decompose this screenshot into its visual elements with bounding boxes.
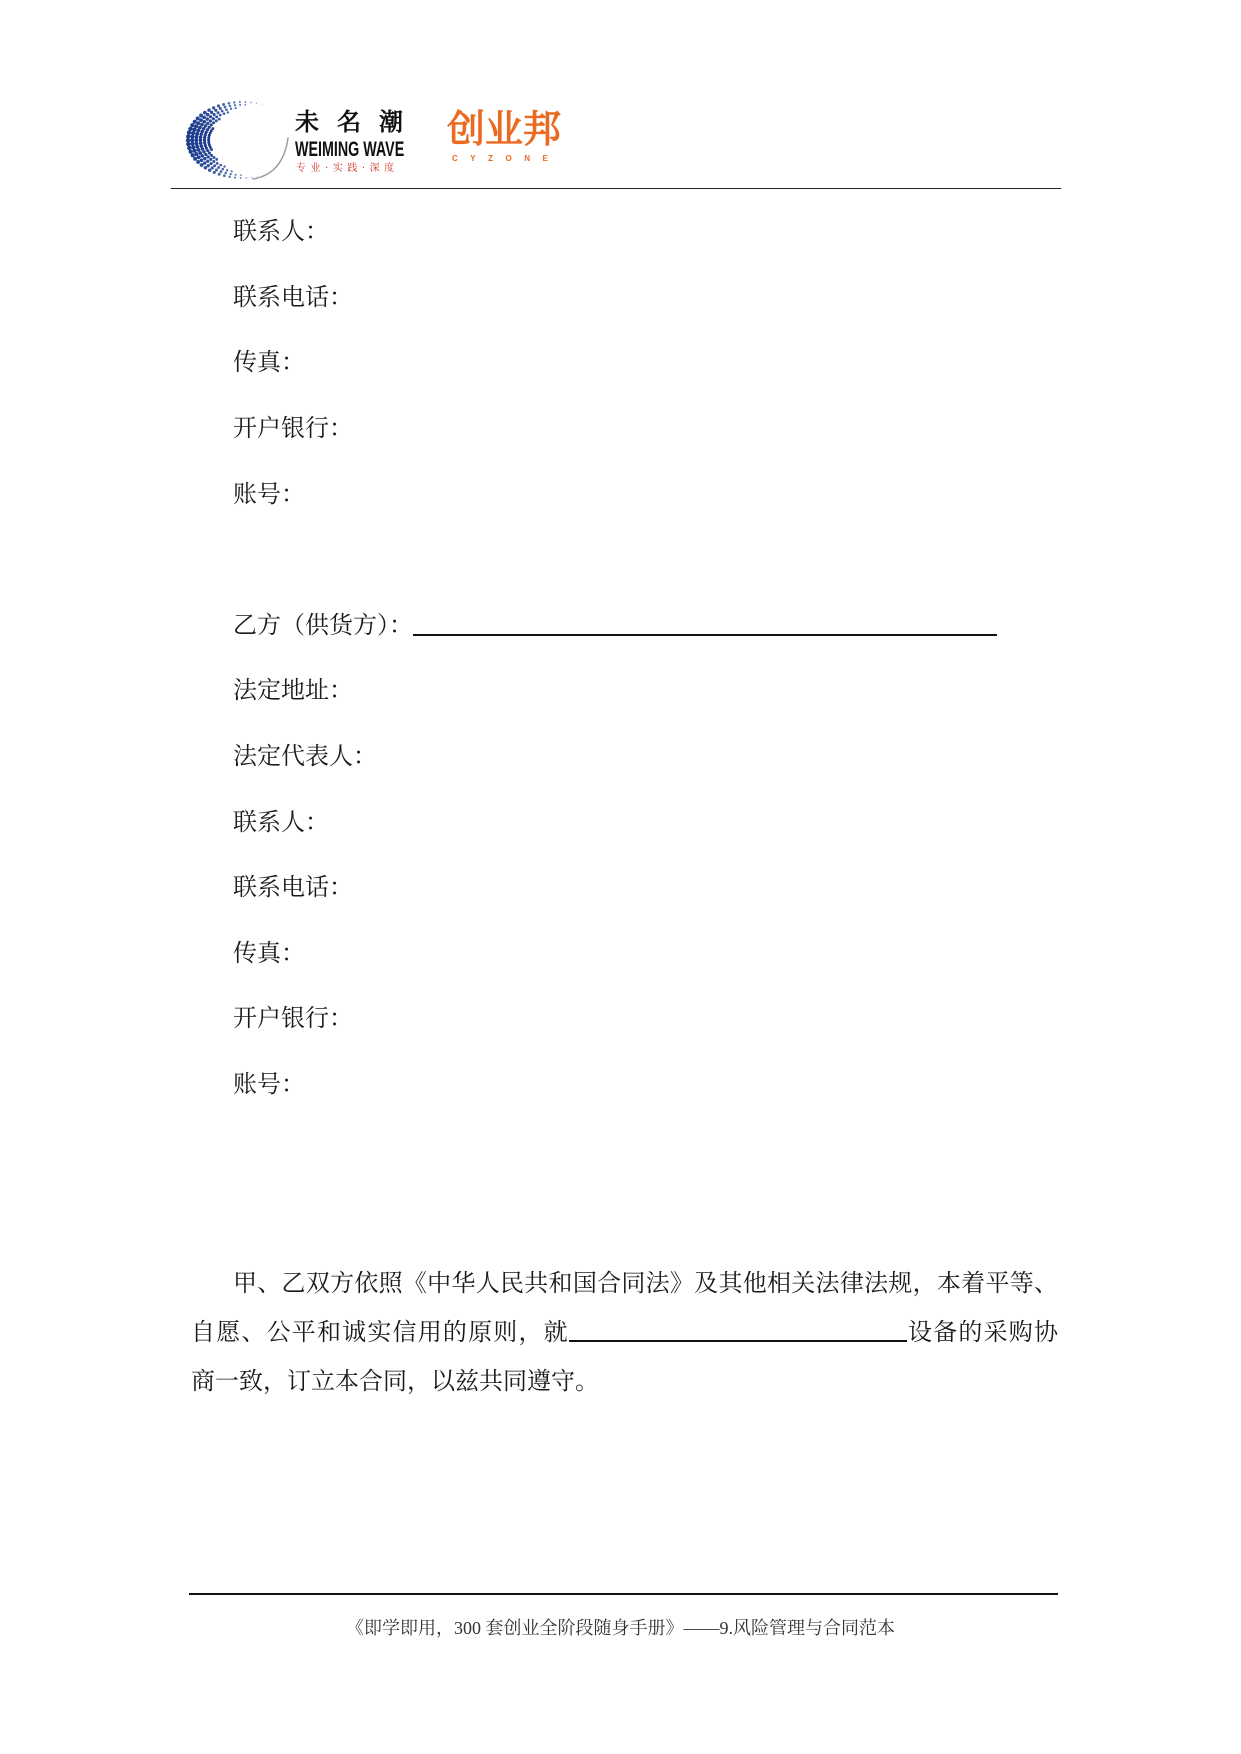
swirl-dot	[251, 177, 252, 178]
agreement-line-2	[191, 1309, 1058, 1358]
swirl-dot	[188, 127, 192, 131]
swirl-dot	[201, 154, 205, 158]
swirl-dot	[250, 102, 252, 104]
swirl-dot	[240, 177, 242, 179]
party-a-account-label: 账号：	[233, 481, 305, 508]
swirl-dot	[230, 173, 232, 175]
swirl-dot	[212, 121, 215, 124]
swirl-dot	[224, 172, 227, 175]
agreement-line-2-end: 设备的采购协	[906, 1319, 1059, 1346]
weiming-logo-english-name: WEIMING WAVE	[295, 138, 405, 161]
swirl-dot	[210, 154, 213, 157]
agreement-line-1: 甲、乙双方依照《中华人民共和国合同法》及其他相关法律法规，本着平等、	[233, 1270, 1058, 1297]
party-b-name-blank	[413, 634, 997, 636]
swirl-dot	[193, 157, 197, 161]
swirl-dot	[194, 138, 198, 142]
swirl-dot	[216, 162, 219, 165]
swirl-dot	[215, 119, 218, 122]
party-b-legal-representative-label: 法定代表人：	[233, 743, 377, 770]
swirl-dot	[209, 158, 212, 161]
swirl-dot	[204, 166, 208, 170]
weiming-logo-slogan: 专业·实践·深度	[296, 163, 399, 174]
swirl-dot	[227, 111, 229, 113]
swirl-dot	[202, 150, 205, 153]
swirl-dot	[215, 158, 218, 161]
party-a-bank-label: 开户银行：	[233, 415, 353, 442]
swirl-dot	[190, 142, 194, 146]
swirl-dot	[196, 160, 200, 164]
swirl-dot	[190, 135, 194, 139]
party-b-fax-label: 传真：	[233, 940, 305, 967]
swirl-dot	[208, 169, 211, 172]
swirl-dot	[203, 120, 207, 124]
swirl-dot	[256, 103, 257, 104]
swirl-dot	[212, 106, 215, 109]
swirl-dot	[198, 151, 202, 155]
swirl-dot	[229, 105, 232, 108]
swirl-dot	[200, 158, 204, 162]
party-a-fax-label: 传真：	[233, 350, 305, 377]
swirl-dot	[196, 116, 200, 120]
swirl-dot	[210, 148, 213, 151]
swirl-dot	[208, 152, 211, 155]
swirl-dot	[222, 103, 225, 106]
swirl-dot	[245, 101, 247, 103]
swirl-dot	[257, 176, 258, 177]
swirl-dot	[212, 117, 215, 120]
swirl-dot	[221, 168, 224, 171]
swirl-dot	[200, 163, 204, 167]
party-a-contact-person-label: 联系人：	[233, 219, 329, 246]
swirl-dot	[223, 112, 226, 115]
swirl-dot	[230, 108, 232, 110]
swirl-dot	[239, 104, 241, 106]
swirl-dot	[244, 104, 246, 106]
swirl-dot	[235, 107, 237, 109]
swirl-dot	[206, 160, 209, 163]
swirl-dot	[225, 108, 228, 111]
swirl-dot	[228, 102, 231, 105]
party-fields	[233, 200, 1063, 1118]
swirl-dot	[234, 177, 236, 179]
swirl-dot	[209, 119, 212, 122]
agreement-line-2-start: 自愿、公平和诚实信用的原则，就	[191, 1319, 569, 1346]
equipment-name-blank	[569, 1340, 907, 1342]
swirl-dot	[209, 115, 212, 118]
swirl-dot	[220, 170, 223, 173]
swirl-dot	[213, 164, 216, 167]
swirl-dot	[196, 121, 200, 125]
swirl-dot	[187, 130, 191, 134]
swirl-dot	[195, 142, 199, 146]
swirl-dot	[223, 174, 226, 177]
swirl-dot	[217, 166, 220, 169]
swirl-dot	[245, 177, 247, 179]
swirl-dot	[193, 149, 197, 153]
swirl-dot	[191, 153, 195, 157]
swirl-dot	[191, 131, 195, 135]
footer-rule	[189, 1593, 1058, 1595]
party-b-account-label: 账号：	[233, 1071, 305, 1098]
swirl-dot	[219, 114, 222, 117]
swirl-dot	[207, 164, 210, 167]
swirl-dot	[226, 169, 228, 171]
swirl-dot	[191, 145, 195, 149]
swirl-dot	[209, 162, 212, 165]
swirl-dot	[189, 150, 193, 154]
swirl-dot	[204, 153, 207, 156]
party-b-heading-row	[233, 594, 1063, 660]
swirl-dot	[215, 115, 218, 118]
swirl-dot	[240, 174, 242, 176]
party-b-bank-label: 开户银行：	[233, 1006, 353, 1033]
agreement-line-3: 商一致，订立本合同，以兹共同遵守。	[191, 1368, 599, 1395]
swirl-dot	[207, 155, 210, 158]
party-b-phone-label: 联系电话：	[233, 875, 353, 902]
swirl-dot	[235, 174, 237, 176]
swirl-dot	[211, 166, 214, 169]
swirl-dot	[186, 138, 190, 142]
cyzone-logo-chinese-name: 创业邦	[447, 109, 562, 151]
swirl-dot	[203, 161, 207, 165]
swirl-dot	[197, 155, 201, 159]
section-spacer	[233, 528, 1063, 594]
agreement-paragraph	[191, 1260, 1058, 1407]
cyzone-logo-english-name: CYZONE	[452, 154, 561, 163]
swirl-dot	[199, 132, 203, 136]
swirl-dot	[217, 111, 220, 114]
swirl-dot	[190, 138, 194, 142]
swirl-dot	[228, 176, 230, 178]
swirl-dot	[231, 170, 233, 172]
swirl-dot	[239, 101, 241, 103]
swirl-dot	[206, 113, 210, 117]
swirl-dot	[186, 142, 190, 146]
swirl-dot	[206, 122, 209, 125]
swirl-dot	[223, 165, 225, 167]
party-b-contact-person-label: 联系人：	[233, 809, 329, 836]
swirl-dot	[212, 160, 215, 163]
swirl-dot	[221, 110, 224, 113]
swirl-dot	[194, 152, 198, 156]
swirl-dot	[261, 104, 262, 105]
swirl-dot	[193, 120, 197, 124]
swirl-dot	[213, 156, 216, 159]
wave-swirl-icon	[183, 100, 291, 182]
swirl-dot	[213, 113, 216, 116]
swirl-dot	[234, 104, 236, 106]
swirl-dot	[202, 115, 206, 119]
swirl-dot	[224, 106, 227, 109]
header-rule	[171, 188, 1061, 189]
swirl-dot	[219, 164, 222, 167]
swirl-dot	[199, 113, 203, 117]
swirl-dot	[233, 101, 235, 103]
swirl-dot	[195, 132, 199, 136]
swirl-dot	[186, 134, 190, 138]
swirl-dot	[203, 157, 206, 160]
swirl-dot	[199, 118, 203, 122]
swirl-dot	[206, 117, 209, 120]
swirl-dot	[214, 109, 217, 112]
swirl-dot	[210, 123, 213, 126]
swirl-dot	[187, 146, 191, 150]
swirl-arc	[253, 138, 288, 179]
swirl-dot	[190, 123, 194, 127]
swirl-dot	[199, 141, 203, 145]
weiming-logo-chinese-name: 未名潮	[295, 109, 421, 136]
footer-text: 《即学即用，300 套创业全阶段随身手册》——9.风险管理与合同范本	[346, 1618, 895, 1638]
party-b-heading: 乙方（供货方）：	[233, 612, 413, 639]
party-a-phone-label: 联系电话：	[233, 284, 353, 311]
swirl-dot	[218, 118, 221, 121]
swirl-dot	[213, 171, 216, 174]
swirl-dot	[210, 111, 213, 114]
swirl-dot	[218, 173, 221, 176]
swirl-dot	[219, 107, 222, 110]
swirl-dot	[217, 104, 220, 107]
swirl-dot	[215, 168, 218, 171]
party-b-legal-address-label: 法定地址：	[233, 678, 353, 705]
swirl-dot	[195, 135, 199, 139]
